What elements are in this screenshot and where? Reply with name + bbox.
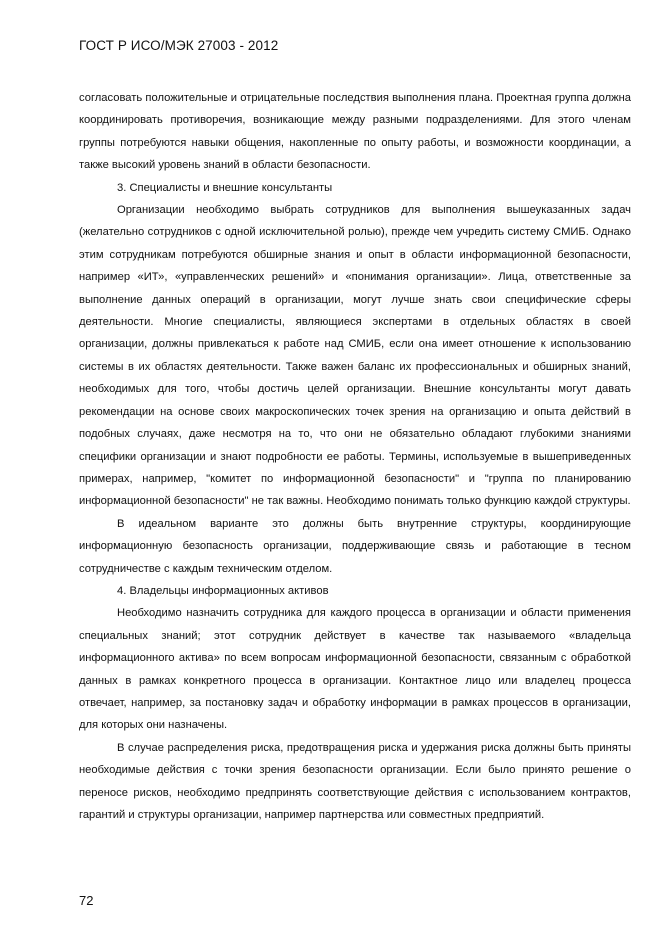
section-heading-asset-owners: 4. Владельцы информационных активов xyxy=(117,584,329,597)
paragraph-specialists: Организации необходимо выбрать сотрудников для выполнения вышеуказанных задач (желательно сотрудников с одной исключительной ролью), прежде чем учредить систему СМИБ. Однако этим сотрудникам потребуются обширные знания и опыт в области информационной безопасности, например «ИТ», «управленческих решений» и «понимания организации». Лица, ответственные за выполнение данных операций в организации, могут лучше знать свои специфические сферы деятельности. Многие специалисты, являющиеся экспертами в отдельных областях в своей организации, должны привлекаться к работе над СМИБ, если она имеет отношение к использованию системы в их областях деятельности. Также важен баланс их профессиональных и обширных знаний, необходимых для того, чтобы достичь целей организации. Внешние консультанты могут давать рекомендации на основе своих макроскопических точек зрения на организацию и опыта действий в подобных случаях, даже несмотря на то, что они не обязательно обладают глубокими знаниями специфики организации и знают подробности ее работы. Термины, используемые в вышеприведенных примерах, например, "комитет по информационной безопасности" и "группа по планированию информационной безопасности" не так важны. Необходимо понимать только функцию каждой структуры. xyxy=(79,204,631,508)
paragraph-internal-structures: В идеальном варианте это должны быть внутренние структуры, координирующие информационную безопасность организации, поддерживающие связь и работающие в тесном сотрудничестве с каждым техническим отделом. xyxy=(79,517,631,575)
paragraph-asset-owners: Необходимо назначить сотрудника для каждого процесса в организации и области применения специальных знаний; этот сотрудник действует в качестве так называемого «владельца информационного актива» по всем вопросам информационной безопасности, связанным с обработкой данных в рамках конкретного процесса в организации. Контактное лицо или владелец процесса отвечает, например, за постановку задач и обработку информации в рамках процессов в организации, для которых они назначены. xyxy=(79,607,631,732)
document-header: ГОСТ Р ИСО/МЭК 27003 - 2012 xyxy=(79,38,279,53)
paragraph-team-coordination: согласовать положительные и отрицательные последствия выполнения плана. Проектная группа должна координировать противоречия, возникающие между разными подразделениями. Для этого членам группы потребуются навыки общения, накопленные по опыту работы, и возможности координации, а также высокий уровень знаний в области безопасности. xyxy=(79,92,631,172)
page-number: 72 xyxy=(79,893,94,908)
section-heading-specialists: 3. Специалисты и внешние консультанты xyxy=(117,181,333,194)
paragraph-risk-distribution: В случае распределения риска, предотвращения риска и удержания риска должны быть приняты необходимые действия с точки зрения безопасности организации. Если было принято решение о переносе рисков, необходимо предпринять соответствующие действия с использованием контрактов, гарантий и структуры организации, например партнерства или совместных предприятий. xyxy=(79,741,631,821)
document-body xyxy=(79,87,631,826)
